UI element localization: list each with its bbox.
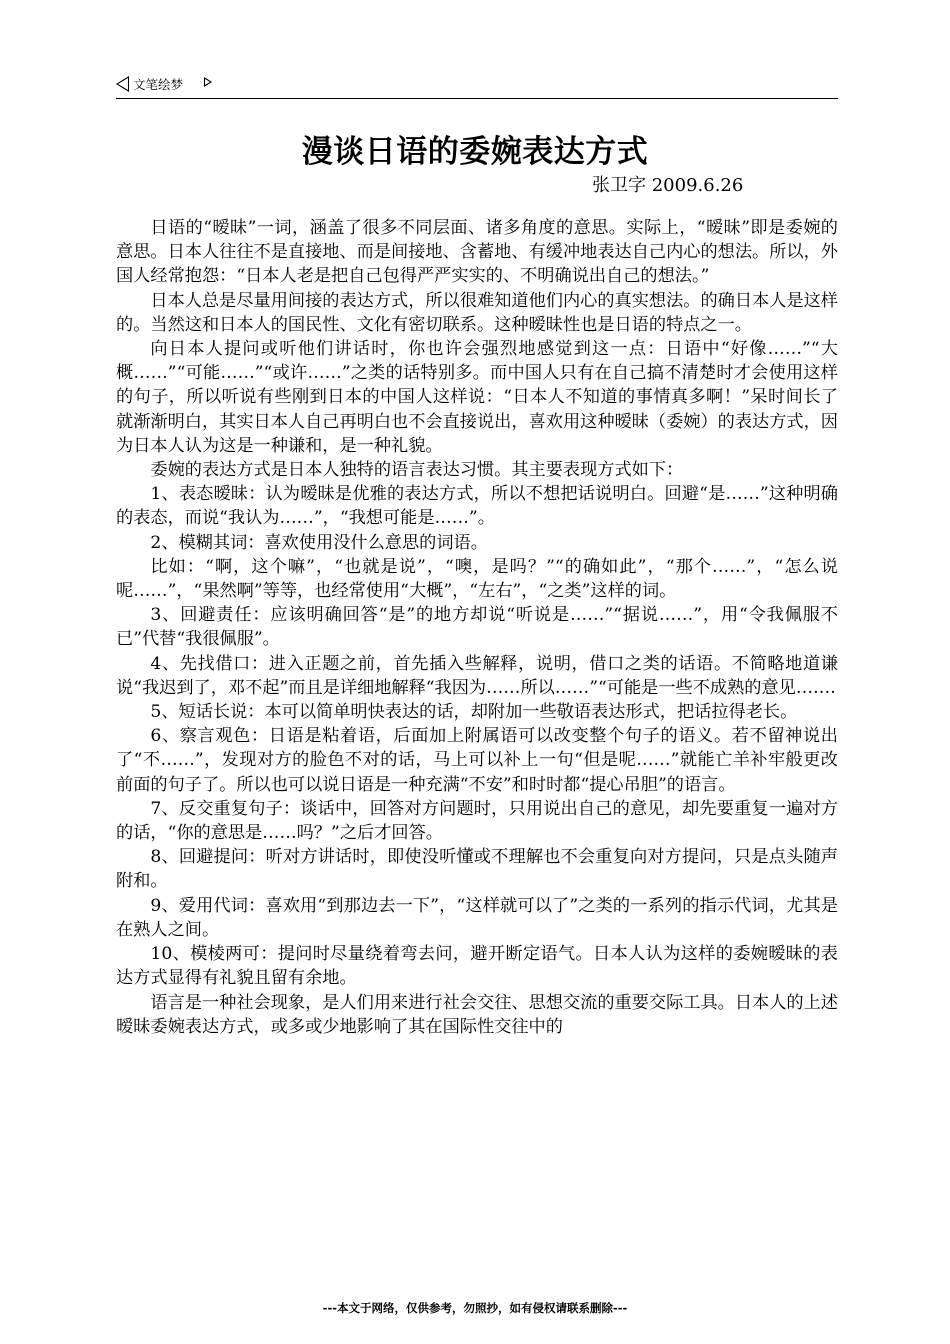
triangle-right-icon: [204, 77, 212, 87]
paragraph: 向日本人提问或听他们讲话时，你也许会强烈地感觉到这一点：日语中“好像……”“大概……”“可能……”“或许……”之类的话特别多。而中国人只有在自己搞不清楚时才会使用这样的句子，所以听说有些刚到日本的中国人这样说：“日本人不知道的事情真多啊！”呆时间长了就渐渐明白，其实日本人自己再明白也不会直接说出，喜欢用这种暧昧（委婉）的表达方式，因为日本人认为这是一种谦和，是一种礼貌。: [116, 339, 838, 456]
document-body: [116, 216, 838, 1039]
header-label: 文笔绘梦: [133, 77, 184, 92]
paragraph: 3、回避责任：应该明确回答“是”的地方却说“听说是……”“据说……”，用“令我佩服不已”代替“我很佩服”。: [116, 605, 838, 650]
author-date: 张卫字 2009.6.26: [592, 175, 744, 196]
paragraph: 比如：“啊，这个嘛”，“也就是说”，“噢，是吗？”“的确如此”，“那个……”，“怎么说呢……”，“果然啊”等等，也经常使用“大概”，“左右”，“之类”这样的词。: [116, 556, 838, 602]
paragraph: 8、回避提问：听对方讲话时，即使没听懂或不理解也不会重复向对方提问，只是点头随声附和。: [116, 847, 838, 892]
paragraph: 日语的“暧昧”一词，涵盖了很多不同层面、诸多角度的意思。实际上，“暧昧”即是委婉的意思。日本人往往不是直接地、而是间接地、含蓄地、有缓冲地表达自己内心的想法。所以，外国人经常抱怨：“日本人老是把自己包得严严实实的、不明确说出自己的想法。”: [116, 218, 838, 287]
paragraph: 语言是一种社会现象，是人们用来进行社会交往、思想交流的重要交际工具。日本人的上述暧昧委婉表达方式，或多或少地影响了其在国际性交往中的: [116, 992, 838, 1037]
page-header: [116, 74, 838, 99]
paragraph: 6、察言观色：日语是粘着语，后面加上附属语可以改变整个句子的语义。若不留神说出了“不……”，发现对方的脸色不对的话，马上可以补上一句“但是呢……”就能亡羊补牢般更改前面的句子了。所以也可以说日语是一种充满“不安”和时时都“提心吊胆”的语言。: [116, 726, 838, 795]
paragraph: 7、反交重复句子：谈话中，回答对方问题时，只用说出自己的意见，却先要重复一遍对方的话，“你的意思是……吗？”之后才回答。: [116, 798, 838, 844]
page-footer-disclaimer: ---本文于网络，仅供参考，勿照抄，如有侵权请联系删除---: [322, 1301, 628, 1315]
paragraph: 1、表态暧昧：认为暧昧是优雅的表达方式，所以不想把话说明白。回避“是……”这种明确的表态，而说“我认为……”，“我想可能是……”。: [116, 484, 838, 529]
paragraph: 4、先找借口：进入正题之前，首先插入些解释，说明，借口之类的话语。不简略地道谦说“我迟到了，邓不起”而且是详细地解释“我因为……所以……”“可能是一些不成熟的意见…….: [116, 653, 838, 698]
paragraph: 10、模棱两可：提问时尽量绕着弯去问，避开断定语气。日本人认为这样的委婉暧昧的表达方式显得有礼貌且留有余地。: [116, 944, 838, 989]
triangle-left-icon: [116, 76, 129, 92]
paragraph: 2、模糊其词：喜欢使用没什么意思的词语。: [150, 532, 488, 553]
paragraph: 5、短话长说：本可以简单明快表达的话，却附加一些敬语表达形式，把话拉得老长。: [150, 702, 798, 723]
paragraph: 委婉的表达方式是日本人独特的语言表达习惯。其主要表现方式如下：: [150, 460, 684, 481]
paragraph: 日本人总是尽量用间接的表达方式，所以很难知道他们内心的真实想法。的确日本人是这样的。当然这和日本人的国民性、文化有密切联系。这种暧昧性也是日语的特点之一。: [116, 290, 838, 335]
document-title: 漫谈日语的委婉表达方式: [301, 134, 649, 170]
paragraph: 9、爱用代词：喜欢用“到那边去一下”，“这样就可以了”之类的一系列的指示代词，尤其是在熟人之间。: [116, 895, 838, 940]
header-brand: [116, 75, 183, 93]
